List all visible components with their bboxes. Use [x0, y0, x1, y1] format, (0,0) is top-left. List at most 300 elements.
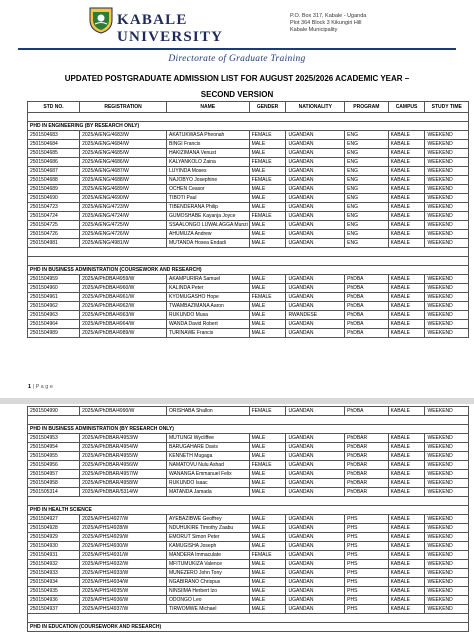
table-cell: WEEKEND — [425, 488, 469, 497]
table-row — [28, 524, 469, 533]
table-cell: KABALE — [388, 596, 425, 605]
table-cell: 2025/A/ENG/4726/W — [80, 230, 167, 239]
table-cell: KABALE — [388, 515, 425, 524]
table-cell: WEEKEND — [425, 434, 469, 443]
table-cell: MALE — [249, 479, 286, 488]
table-cell: FEMALE — [249, 407, 286, 416]
table-cell: 2501504956 — [28, 461, 80, 470]
table-cell: KABALE — [388, 560, 425, 569]
table-row — [28, 596, 469, 605]
table-cell: PHS — [345, 515, 388, 524]
table-row — [28, 149, 469, 158]
table-cell: ENG — [345, 194, 388, 203]
spacer-row — [28, 113, 469, 122]
table-cell: UGANDAN — [286, 443, 345, 452]
table-cell: KABALE — [388, 461, 425, 470]
table-cell: 2025/A/ENG/4687/W — [80, 167, 167, 176]
table-cell: 2501504990 — [28, 407, 80, 416]
table-cell: ENG — [345, 149, 388, 158]
table-cell: 2025/A/ENG/4723/W — [80, 203, 167, 212]
table-cell: KABALE — [388, 587, 425, 596]
page-label: P a g e — [35, 384, 53, 390]
table-cell: 2025/A/PhDBAR/5314/W — [80, 488, 167, 497]
table-cell: MALE — [249, 167, 286, 176]
table-cell: WEEKEND — [425, 452, 469, 461]
table-cell: KABALE — [388, 479, 425, 488]
table-cell: WEEKEND — [425, 329, 469, 338]
table-row — [28, 239, 469, 248]
table-cell: FEMALE — [249, 551, 286, 560]
table-cell: KABALE — [388, 149, 425, 158]
table-cell: MUTUNGI Wycliffee — [167, 434, 250, 443]
table-cell: MALE — [249, 569, 286, 578]
table-cell: MALE — [249, 239, 286, 248]
table-cell: RUKUNDO Musa — [167, 311, 250, 320]
document-title — [0, 71, 474, 103]
table-cell: UGANDAN — [286, 158, 345, 167]
table-cell: KYOMUGASHO Hope — [167, 293, 250, 302]
table-cell: FEMALE — [249, 212, 286, 221]
table-cell: UGANDAN — [286, 284, 345, 293]
table-cell: 2025/A/ENG/4684/W — [80, 140, 167, 149]
table-cell: 2025/A/ENG/4685/W — [80, 149, 167, 158]
table-cell: TWAMBAZIMANA Aaron — [167, 302, 250, 311]
table-cell: UGANDAN — [286, 470, 345, 479]
table-cell: 2501504961 — [28, 293, 80, 302]
table-cell: 2501504688 — [28, 176, 80, 185]
table-cell: PHS — [345, 578, 388, 587]
table-row — [28, 329, 469, 338]
table-cell: WEEKEND — [425, 542, 469, 551]
admission-table — [27, 101, 469, 338]
table-cell: UGANDAN — [286, 149, 345, 158]
col-header: STD NO. — [28, 102, 80, 113]
table-cell: 2025/A/PHS/4927/W — [80, 515, 167, 524]
table-cell: 2501505314 — [28, 488, 80, 497]
table-cell: 2501504928 — [28, 524, 80, 533]
table-cell: PhDBA — [345, 329, 388, 338]
table-cell: WEEKEND — [425, 569, 469, 578]
table-cell: FEMALE — [249, 131, 286, 140]
table-cell: 2501504724 — [28, 212, 80, 221]
spacer-cell — [28, 497, 469, 506]
university-name-line1: KABALE — [117, 12, 188, 28]
address-line: Kabale Municipality — [290, 27, 338, 33]
title-line2: SECOND VERSION — [200, 90, 274, 99]
table-cell: UGANDAN — [286, 452, 345, 461]
table-cell: 2025/A/PhDBA/4959/W — [80, 275, 167, 284]
table-cell: UGANDAN — [286, 461, 345, 470]
table-cell: MALE — [249, 140, 286, 149]
table-cell: 2501504953 — [28, 434, 80, 443]
table-cell: WEEKEND — [425, 443, 469, 452]
table-row — [28, 302, 469, 311]
table-cell: 2025/A/PHS/4932/W — [80, 560, 167, 569]
table-cell: UGANDAN — [286, 488, 345, 497]
table-cell: 2025/A/PhDBA/4961/W — [80, 293, 167, 302]
table-cell: ENG — [345, 239, 388, 248]
title-line1: UPDATED POSTGRADUATE ADMISSION LIST FOR AUGUST 2025/2026 ACADEMIC YEAR – — [64, 74, 410, 83]
table-cell: MALE — [249, 533, 286, 542]
table-cell: MALE — [249, 230, 286, 239]
table-cell: 2025/A/ENG/4689/W — [80, 185, 167, 194]
table-cell: UGANDAN — [286, 221, 345, 230]
table-cell: AKATUKWASA Pheonah — [167, 131, 250, 140]
university-address — [290, 13, 366, 34]
table-cell: KABALE — [388, 329, 425, 338]
table-cell: WEEKEND — [425, 515, 469, 524]
table-cell: 2025/A/PhDBAR/4954/W — [80, 443, 167, 452]
table-cell: WEEKEND — [425, 167, 469, 176]
table-cell: PHS — [345, 524, 388, 533]
table-cell: ENG — [345, 131, 388, 140]
table-cell: WEEKEND — [425, 605, 469, 614]
table-cell: 2025/A/PhDBAR/4953/W — [80, 434, 167, 443]
table-cell: MALE — [249, 311, 286, 320]
table-cell: ENG — [345, 230, 388, 239]
table-cell: WEEKEND — [425, 212, 469, 221]
table-cell: TIRWOMWE Michael — [167, 605, 250, 614]
table-cell: NINSIIMA Herbert Izo — [167, 587, 250, 596]
table-cell: KABALE — [388, 452, 425, 461]
table-cell: KABALE — [388, 176, 425, 185]
table-cell: PhDBAR — [345, 461, 388, 470]
table-cell: 2501504937 — [28, 605, 80, 614]
table-cell: MANDERA Immaculate — [167, 551, 250, 560]
table-cell: UGANDAN — [286, 140, 345, 149]
col-header: GENDER — [249, 102, 286, 113]
table-cell: UGANDAN — [286, 203, 345, 212]
table-cell: RWANDESE — [286, 311, 345, 320]
table-row — [28, 461, 469, 470]
table-cell: KALYANKOLO Zaina — [167, 158, 250, 167]
spacer-row — [28, 416, 469, 425]
table-cell: KABALE — [388, 239, 425, 248]
table-cell: PhDBA — [345, 320, 388, 329]
table-cell: 2025/A/PhDBA/4963/W — [80, 311, 167, 320]
table-cell: UGANDAN — [286, 407, 345, 416]
table-cell: 2501504930 — [28, 542, 80, 551]
table-cell: WEEKEND — [425, 311, 469, 320]
table-cell: WEEKEND — [425, 176, 469, 185]
table-cell: UGANDAN — [286, 587, 345, 596]
table-row — [28, 311, 469, 320]
table-cell: PhDBA — [345, 302, 388, 311]
table-cell: KABALE — [388, 311, 425, 320]
table-cell: MALE — [249, 302, 286, 311]
table-cell: 2501504958 — [28, 479, 80, 488]
table-cell: KABALE — [388, 302, 425, 311]
spacer-row — [28, 497, 469, 506]
table-row — [28, 140, 469, 149]
table-cell: UGANDAN — [286, 533, 345, 542]
table-cell: 2501504929 — [28, 533, 80, 542]
table-cell: WEEKEND — [425, 524, 469, 533]
table-cell: WEEKEND — [425, 560, 469, 569]
admission-table-continued — [27, 406, 469, 632]
table-cell: KABALE — [388, 275, 425, 284]
table-row — [28, 131, 469, 140]
table-cell: 2501504689 — [28, 185, 80, 194]
table-cell: PhDBAR — [345, 443, 388, 452]
table-cell: MALE — [249, 203, 286, 212]
table-cell: 2501504723 — [28, 203, 80, 212]
table-cell: ENG — [345, 167, 388, 176]
table-cell: 2025/A/ENG/4690/W — [80, 194, 167, 203]
table-cell: MALE — [249, 149, 286, 158]
table-cell: MALE — [249, 320, 286, 329]
table-cell: UGANDAN — [286, 578, 345, 587]
header-divider — [18, 48, 456, 50]
table-cell: KABALE — [388, 605, 425, 614]
table-cell: PHS — [345, 551, 388, 560]
table-cell: KABALE — [388, 551, 425, 560]
table-cell: WEEKEND — [425, 203, 469, 212]
table-cell: 2501504957 — [28, 470, 80, 479]
table-cell: WEEKEND — [425, 470, 469, 479]
spacer-cell — [28, 248, 469, 257]
table-cell: 2025/A/PHS/4937/W — [80, 605, 167, 614]
table-cell: PhDBA — [345, 293, 388, 302]
table-cell: 2501504934 — [28, 578, 80, 587]
spacer-row — [28, 614, 469, 623]
table-cell: UGANDAN — [286, 176, 345, 185]
table-cell: MALE — [249, 221, 286, 230]
table-cell: WANDA David Robert — [167, 320, 250, 329]
table-cell: 2025/A/PhDBA/4962/W — [80, 302, 167, 311]
table-cell: 2025/A/PhDBAR/4957/W — [80, 470, 167, 479]
table-row — [28, 443, 469, 452]
table-cell: ORISHABA Shallon — [167, 407, 250, 416]
table-row — [28, 569, 469, 578]
table-cell: KABALE — [388, 443, 425, 452]
table-cell: UGANDAN — [286, 131, 345, 140]
table-cell: KABALE — [388, 158, 425, 167]
table-row — [28, 320, 469, 329]
col-header: REGISTRATION — [80, 102, 167, 113]
table-cell: PhDBAR — [345, 434, 388, 443]
table-cell: KABALE — [388, 524, 425, 533]
table-cell: KABALE — [388, 470, 425, 479]
table-cell: UGANDAN — [286, 167, 345, 176]
table-cell: MALE — [249, 443, 286, 452]
table-cell: TIBENDERANA Philip — [167, 203, 250, 212]
table-cell: UGANDAN — [286, 560, 345, 569]
table-cell: KABALE — [388, 488, 425, 497]
table-cell: 2501504683 — [28, 131, 80, 140]
table-cell: ENG — [345, 140, 388, 149]
university-crest-icon — [88, 6, 114, 34]
table-cell: 2025/A/ENG/4686/W — [80, 158, 167, 167]
table-cell: UGANDAN — [286, 185, 345, 194]
table-header-row — [28, 102, 469, 113]
table-cell: WEEKEND — [425, 407, 469, 416]
table-row — [28, 542, 469, 551]
table-cell: KABALE — [388, 569, 425, 578]
table-row — [28, 533, 469, 542]
table-cell: 2025/A/PHS/4936/W — [80, 596, 167, 605]
table-cell: 2501504962 — [28, 302, 80, 311]
directorate-title: Directorate of Graduate Training — [168, 54, 306, 64]
table-cell: MALE — [249, 515, 286, 524]
table-cell: ENG — [345, 221, 388, 230]
table-cell: WEEKEND — [425, 533, 469, 542]
table-cell: ENG — [345, 212, 388, 221]
table-cell: MALE — [249, 524, 286, 533]
table-cell: 2025/A/ENG/4981/W — [80, 239, 167, 248]
table-cell: MALE — [249, 470, 286, 479]
table-cell: KABALE — [388, 407, 425, 416]
table-cell: PhDBA — [345, 275, 388, 284]
table-cell: PhDBAR — [345, 479, 388, 488]
table-cell: 2025/A/PhDBA/4990/W — [80, 407, 167, 416]
col-header: NAME — [167, 102, 250, 113]
table-cell: WEEKEND — [425, 185, 469, 194]
table-row — [28, 203, 469, 212]
table-cell: WEEKEND — [425, 587, 469, 596]
table-cell: 2025/A/ENG/4725/W — [80, 221, 167, 230]
table-cell: 2025/A/ENG/4724/W — [80, 212, 167, 221]
section-heading: PHD IN BUSINESS ADMINISTRATION (COURSEWORK AND RESEARCH) — [28, 266, 469, 275]
table-cell: 2501504933 — [28, 569, 80, 578]
table-cell: 2501504960 — [28, 284, 80, 293]
table-cell: WEEKEND — [425, 284, 469, 293]
spacer-cell — [28, 416, 469, 425]
table-cell: NAJOBYO Josephine — [167, 176, 250, 185]
table-cell: AKAMPURIRA Samuel — [167, 275, 250, 284]
table-row — [28, 560, 469, 569]
table-cell: WEEKEND — [425, 221, 469, 230]
table-cell: AHUMUZA Andrew — [167, 230, 250, 239]
table-cell: 2501504725 — [28, 221, 80, 230]
table-row — [28, 578, 469, 587]
table-cell: UGANDAN — [286, 212, 345, 221]
document-page-2 — [0, 404, 474, 632]
table-cell: 2501504931 — [28, 551, 80, 560]
table-cell: KABALE — [388, 578, 425, 587]
table-cell: 2025/A/PhDBA/4964/W — [80, 320, 167, 329]
table-cell: GUMOSHABE Kayanja Joyce — [167, 212, 250, 221]
table-cell: WEEKEND — [425, 158, 469, 167]
table-row — [28, 479, 469, 488]
table-row — [28, 551, 469, 560]
table-row — [28, 167, 469, 176]
table-cell: UGANDAN — [286, 434, 345, 443]
table-cell: 2501504955 — [28, 452, 80, 461]
table-cell: UGANDAN — [286, 194, 345, 203]
table-cell: HAKIZIMANA Venust — [167, 149, 250, 158]
spacer-row — [28, 257, 469, 266]
table-cell: MALE — [249, 488, 286, 497]
section-heading: PHD IN BUSINESS ADMINISTRATION (BY RESEARCH ONLY) — [28, 425, 469, 434]
table-cell: BINGI Francis — [167, 140, 250, 149]
table-cell: KABALE — [388, 185, 425, 194]
table-cell: KABALE — [388, 194, 425, 203]
table-cell: PhDBAR — [345, 452, 388, 461]
section-heading-row — [28, 623, 469, 632]
table-row — [28, 284, 469, 293]
table-row — [28, 194, 469, 203]
table-cell: PhDBAR — [345, 488, 388, 497]
table-row — [28, 185, 469, 194]
table-cell: RUKUNDO Isaac — [167, 479, 250, 488]
table-cell: PHS — [345, 542, 388, 551]
table-cell: WEEKEND — [425, 293, 469, 302]
table-cell: LUYINDA Moses — [167, 167, 250, 176]
table-cell: WANANGA Emmanuel Felix — [167, 470, 250, 479]
table-cell: FEMALE — [249, 293, 286, 302]
table-cell: UGANDAN — [286, 605, 345, 614]
table-row — [28, 434, 469, 443]
table-cell: UGANDAN — [286, 524, 345, 533]
table-cell: KABALE — [388, 167, 425, 176]
table-row — [28, 587, 469, 596]
table-cell: UGANDAN — [286, 293, 345, 302]
table-cell: WEEKEND — [425, 275, 469, 284]
table-cell: WEEKEND — [425, 194, 469, 203]
table-cell: ENG — [345, 185, 388, 194]
table-cell: EMORUT Simon Peter — [167, 533, 250, 542]
table-cell: 2501504981 — [28, 239, 80, 248]
table-row — [28, 176, 469, 185]
table-cell: 2501504954 — [28, 443, 80, 452]
table-cell: 2501504936 — [28, 596, 80, 605]
table-cell: ODONGO Leo — [167, 596, 250, 605]
table-cell: MALE — [249, 275, 286, 284]
table-cell: TURINAWE Francis — [167, 329, 250, 338]
table-cell: PHS — [345, 533, 388, 542]
table-cell: MFITUMUKIZA Valence — [167, 560, 250, 569]
spacer-cell — [28, 113, 469, 122]
table-cell: BARUGAHARE Davis — [167, 443, 250, 452]
table-cell: WEEKEND — [425, 239, 469, 248]
table-cell: 2501504964 — [28, 320, 80, 329]
table-cell: 2025/A/PHS/4935/W — [80, 587, 167, 596]
table-cell: PHS — [345, 605, 388, 614]
table-cell: WEEKEND — [425, 230, 469, 239]
table-cell: WEEKEND — [425, 596, 469, 605]
table-cell: 2025/A/PhDBAR/4955/W — [80, 452, 167, 461]
table-cell: UGANDAN — [286, 239, 345, 248]
spacer-row — [28, 248, 469, 257]
table-row — [28, 275, 469, 284]
table-cell: MALE — [249, 434, 286, 443]
table-cell: PHS — [345, 596, 388, 605]
table-cell: UGANDAN — [286, 479, 345, 488]
table-cell: KABALE — [388, 320, 425, 329]
table-cell: PhDBA — [345, 407, 388, 416]
table-cell: 2025/A/ENG/4688/W — [80, 176, 167, 185]
table-row — [28, 488, 469, 497]
table-cell: 2501504927 — [28, 515, 80, 524]
table-cell: UGANDAN — [286, 320, 345, 329]
table-cell: UGANDAN — [286, 569, 345, 578]
col-header: CAMPUS — [388, 102, 425, 113]
table-cell: UGANDAN — [286, 542, 345, 551]
table-cell: NAMATOVU Nulu Ashad — [167, 461, 250, 470]
col-header: STUDY TIME — [425, 102, 469, 113]
table-cell: PHS — [345, 560, 388, 569]
table-cell: KABALE — [388, 131, 425, 140]
table-cell: 2501504686 — [28, 158, 80, 167]
table-cell: FEMALE — [249, 158, 286, 167]
section-heading-row — [28, 266, 469, 275]
table-row — [28, 605, 469, 614]
table-cell: 2501504690 — [28, 194, 80, 203]
university-name — [117, 12, 223, 46]
table-cell: KABALE — [388, 230, 425, 239]
section-heading: PHD IN HEALTH SCIENCE — [28, 506, 469, 515]
